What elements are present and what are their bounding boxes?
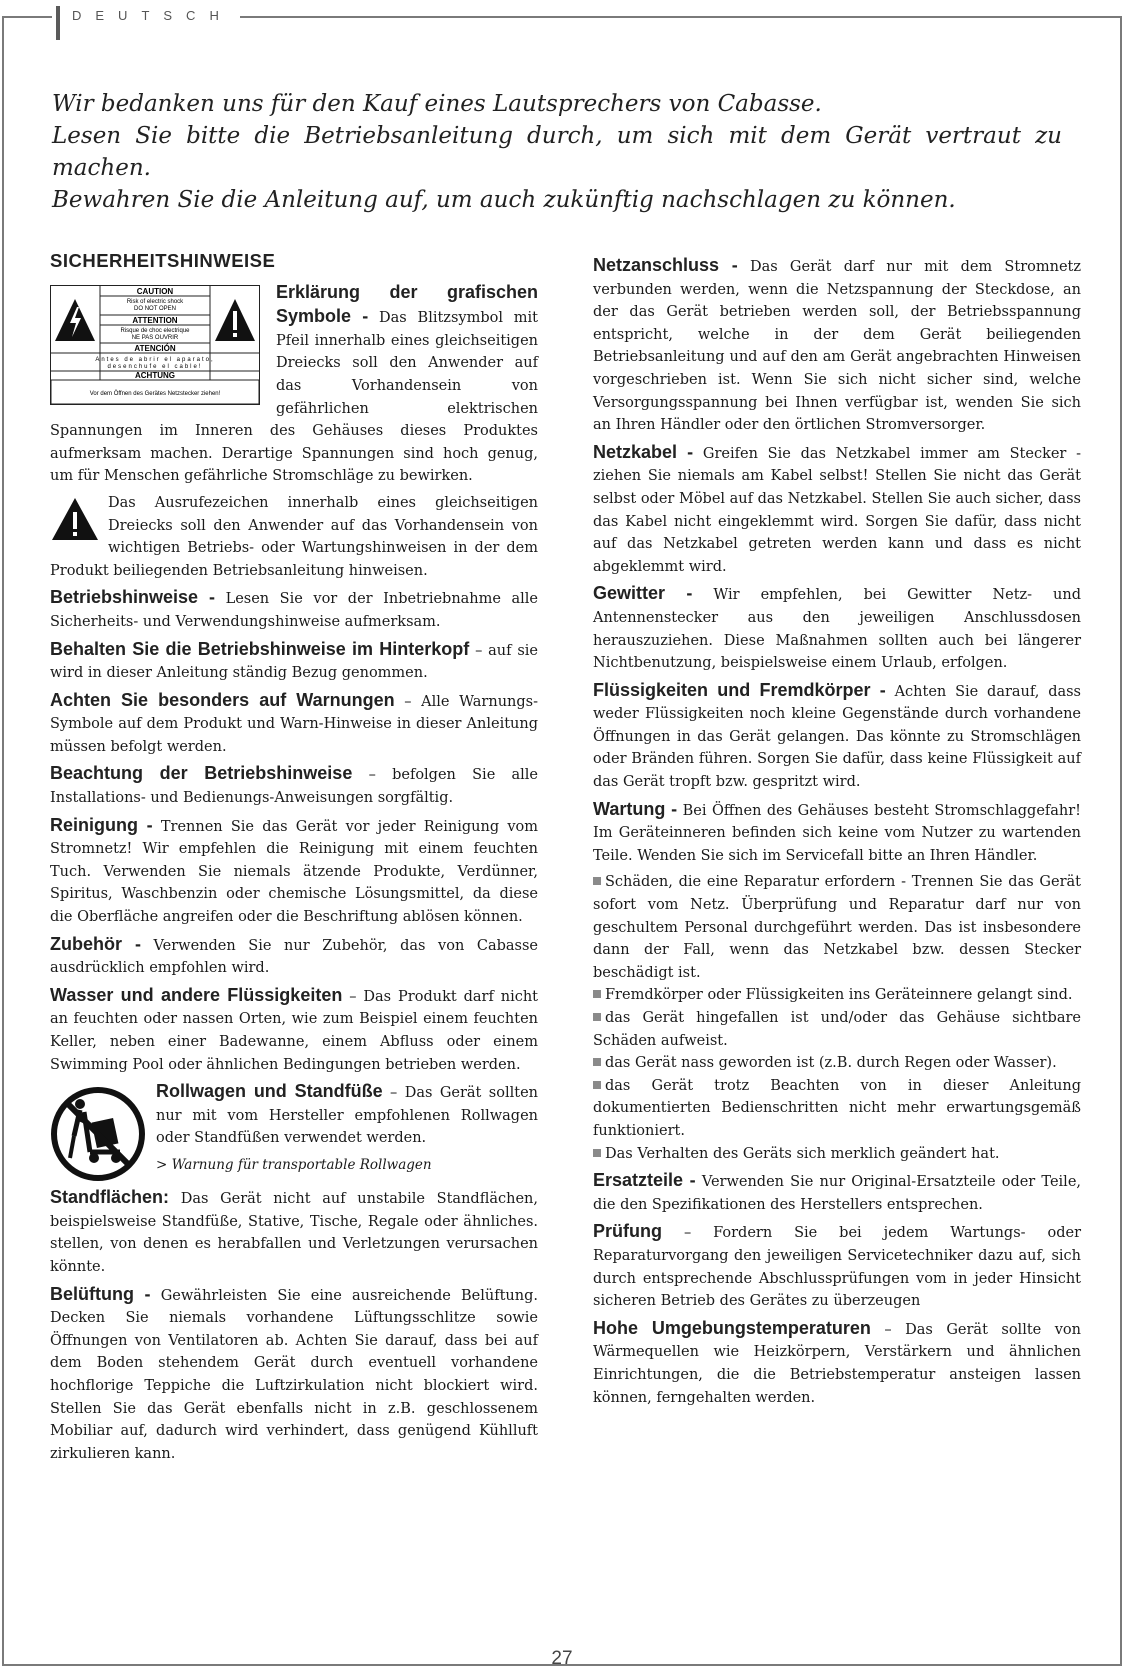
list-item [593, 1143, 1081, 1166]
wartung-heading: Wartung - [593, 798, 678, 819]
label-caution: CAUTION [136, 286, 174, 296]
belueftung-heading: Belüftung - [50, 1283, 151, 1304]
bullet-square-icon [593, 990, 601, 998]
rollwagen-text: – Das Gerät sollten nur mit vom Hersteller empfohlenen Rollwagen oder Standfüßen verwendet werden. [156, 1085, 538, 1147]
bullet-text: das Gerät hingefallen ist und/oder das Gehäuse sichtbare Schäden aufweist. [593, 1010, 1081, 1049]
belueftung-paragraph [50, 1283, 538, 1466]
betrieb-heading: Betriebshinweise - [50, 587, 215, 608]
intro-line-2: Lesen Sie bitte die Betriebsanleitung durch, um sich mit dem Gerät vertraut zu machen. [52, 123, 1062, 181]
list-item [593, 1052, 1081, 1075]
intro-line-3: Bewahren Sie die Anleitung auf, um auch zukünftig nachschlagen zu können. [52, 187, 956, 213]
beachtung-text: – befolgen Sie alle Installations- und Bedienungs-Anweisungen sorgfältig. [50, 767, 539, 807]
wartung-text: Bei Öffnen des Gehäuses besteht Stromschlaggefahr! Im Geräteinneren befinden sich keine vom Nutzer zu wartenden Teile. Wenden Sie sich im Servicefall bitte an Ihren Händler. [593, 802, 1082, 864]
rollwagen-note: > Warnung für transportable Rollwagen [156, 1156, 432, 1173]
reinigung-paragraph [50, 814, 538, 929]
symbols-heading: Erklärung der grafischen Symbole - [276, 281, 538, 327]
zubehoer-text: Verwenden Sie nur Zubehör, das von Cabasse ausdrücklich empfohlen wird. [50, 937, 538, 977]
zubehoer-paragraph [50, 933, 538, 980]
hohe-paragraph [593, 1317, 1081, 1409]
stand-text: Das Gerät nicht auf unstabile Standflächen, beispielsweise Standfüße, Stative, Tische, Regale oder ähnliches. stellen, von denen es herabfallen und Verletzungen verursachen könnte. [50, 1191, 538, 1275]
gewitter-paragraph [593, 582, 1081, 674]
cart-warning-icon [50, 1086, 146, 1182]
label-caution-text-1: Risk of electric shock [126, 298, 184, 305]
wasser-paragraph [50, 984, 538, 1076]
reinigung-text: Trennen Sie das Gerät vor jeder Reinigung vom Stromnetz! Wir empfehlen die Reinigung mit einem feuchten Tuch. Verwenden Sie niemals ätzende Produkte, Verdünner, Spiritus, Waschbenzin oder chemische Lösungsmittel, da diese die Oberfläche angreifen oder die Beschriftung ablösen können. [50, 818, 539, 926]
exclaim-paragraph [50, 492, 538, 582]
section-title: SICHERHEITSHINWEISE [50, 250, 276, 271]
bullet-square-icon [593, 1058, 601, 1066]
achten-text: – Alle Warnungs-Symbole auf dem Produkt und Warn-Hinweise in dieser Anleitung müssen befolgt werden. [50, 693, 539, 755]
beachtung-paragraph [50, 762, 538, 809]
fluessig-heading: Flüssigkeiten und Fremdkörper - [593, 679, 886, 700]
bullet-square-icon [593, 1013, 601, 1021]
netzkabel-text: Greifen Sie das Netzkabel immer am Stecker - ziehen Sie niemals am Kabel selbst! Stellen Sie nicht das Gerät selbst oder Möbel auf das Netzkabel. Stellen Sie auch sicher, dass das Kabel nicht eingeklemmt wird. Sorgen Sie dafür, dass nicht auf das Netzkabel getreten werden kann und dass es nicht abgeklemmt wird. [593, 445, 1082, 575]
frame-top-left [2, 16, 52, 18]
bullet-text: Das Verhalten des Geräts sich merklich geändert hat. [605, 1145, 1000, 1162]
ersatzteile-heading: Ersatzteile - [593, 1170, 696, 1191]
left-column [50, 250, 538, 1469]
achten-heading: Achten Sie besonders auf Warnungen [50, 689, 395, 710]
label-achtung: ACHTUNG [135, 370, 175, 380]
wartung-paragraph [593, 798, 1081, 868]
netzanschluss-text: Das Gerät darf nur mit dem Stromnetz verbunden werden, wenn die Netzspannung der Steckdose, an der das Gerät betrieben werden soll, der Betriebsspannung entspricht, welche in der dem Gerät beiliegenden Betriebsanleitung und auf den am Gerät angebrachten Hinweisen vorgeschrieben ist. Wenn Sie sich nicht sicher sind, welche Versorgungsspannung bei Ihnen verfügbar ist, wenden Sie sich an Ihren Händler oder den örtlichen Stromversorger. [593, 259, 1081, 434]
language-label: DEUTSCH [72, 8, 233, 23]
bullet-square-icon [593, 1081, 601, 1089]
bullet-square-icon [593, 877, 601, 885]
bullet-text: das Gerät trotz Beachten von in dieser Anleitung dokumentierten Bedienschritten nicht mehr erwartungsgemäß funktioniert. [593, 1077, 1081, 1139]
intro-text [52, 88, 1062, 216]
betrieb-text: Lesen Sie vor der Inbetriebnahme alle Sicherheits- und Verwendungshinweise aufmerksam. [50, 591, 539, 630]
netzkabel-paragraph [593, 441, 1081, 579]
bullet-square-icon [593, 1149, 601, 1157]
gewitter-text: Wir empfehlen, bei Gewitter Netz- und Antennenstecker aus den jeweiligen Anschlussdosen herauszuziehen. Diese Maßnahmen sollten auch bei längerer Nichtbenutzung, beispielsweise einem Urlaub, erfolgen. [593, 587, 1082, 672]
pruefung-heading: Prüfung [593, 1221, 662, 1242]
stand-heading: Standflächen: [50, 1187, 170, 1208]
label-attention-text-2: NE PAS OUVRIR [131, 334, 179, 341]
label-caution-text-2: DO NOT OPEN [134, 305, 176, 312]
gewitter-heading: Gewitter - [593, 583, 693, 604]
label-atencion: ATENCIÓN [134, 343, 176, 353]
label-atencion-text-1: Antes de abrir el aparato, [95, 356, 215, 363]
wasser-heading: Wasser und andere Flüssigkeiten [50, 984, 343, 1005]
label-attention-text-1: Risque de choc electrique [120, 327, 190, 334]
netzanschluss-paragraph [593, 254, 1081, 437]
hohe-text: – Das Gerät sollte von Wärmequellen wie Heizkörpern, Verstärkern und ähnlichen Einrichtungen, die die Betriebstemperatur ansteigen lassen können, ferngehalten werden. [593, 1321, 1081, 1406]
netzanschluss-heading: Netzanschluss - [593, 255, 738, 275]
behalten-paragraph [50, 638, 538, 685]
stand-paragraph [50, 1186, 538, 1278]
right-column [593, 254, 1081, 1413]
zubehoer-heading: Zubehör - [50, 933, 141, 954]
list-item [593, 871, 1081, 984]
exclamation-triangle-icon [50, 496, 100, 542]
ersatzteile-paragraph [593, 1169, 1081, 1216]
bullet-text: Fremdkörper oder Flüssigkeiten ins Geräteinnere gelangt sind. [605, 987, 1073, 1004]
page-number: 27 [551, 1648, 573, 1669]
netzkabel-heading: Netzkabel - [593, 441, 694, 462]
symbols-text: Das Blitzsymbol mit Pfeil innerhalb eines gleichseitigen Dreiecks soll den Anwender auf das Vorhandensein von gefährlichen elektrischen Spannungen im Inneren des Gehäuses dieses Produktes aufmerksam machen. Derartige Spannungen sind hoch genug, um für Menschen gefährliche Stromschläge zu bewirken. [50, 310, 538, 485]
list-item [593, 984, 1081, 1007]
fluessig-paragraph [593, 679, 1081, 794]
label-attention: ATTENTION [132, 315, 178, 325]
behalten-text: – auf sie wird in dieser Anleitung ständig Bezug genommen. [50, 642, 539, 682]
frame-top-right [240, 16, 1122, 18]
bullet-text: Schäden, die eine Reparatur erfordern - Trennen Sie das Gerät sofort vom Netz. Überprüfung und Reparatur darf nur von geschultem Personal durchgeführt werden. Das ist insbesondere dann der Fall, wenn das Netzkabel bzw. dessen Stecker beschädigt ist. [593, 874, 1081, 981]
reinigung-heading: Reinigung - [50, 814, 153, 835]
list-item [593, 1075, 1081, 1143]
pruefung-paragraph [593, 1220, 1081, 1312]
rollwagen-heading: Rollwagen und Standfüße [156, 1081, 383, 1102]
hohe-heading: Hohe Umgebungstemperaturen [593, 1317, 871, 1338]
bullet-text: das Gerät nass geworden ist (z.B. durch Regen oder Wasser). [605, 1055, 1057, 1072]
label-achtung-text: Vor dem Öffnen des Gerätes Netzstecker ziehen! [89, 390, 221, 397]
caution-label-icon [50, 285, 260, 405]
label-atencion-text-2: desenchufe el cable! [107, 363, 203, 370]
wasser-text: – Das Produkt darf nicht an feuchten oder nassen Orten, wie zum Beispiel einem feuchten Keller, neben einer Badewanne, einem Abfluss oder einem Swimming Pool oder ähnlichen Bedingungen betrieben werden. [50, 988, 538, 1073]
betrieb-paragraph [50, 586, 538, 633]
intro-line-1: Wir bedanken uns für den Kauf eines Lautsprechers von Cabasse. [52, 91, 822, 117]
fluessig-text: Achten Sie darauf, dass weder Flüssigkeiten noch kleine Gegenstände durch vorhandene Öffnungen in das Gerät gelangen. Das könnte zu Stromschlägen oder Bränden führen. Sorgen Sie dafür, dass keine Flüssigkeit auf das Gerät tropft bzw. gespritzt wird. [593, 683, 1081, 791]
belueftung-text: Gewährleisten Sie eine ausreichende Belüftung. Decken Sie niemals vorhandene Lüftungsschlitze sowie Öffnungen von Ventilatoren ab. Achten Sie darauf, dass bei auf dem Boden stehendem Gerät durch eventuell vorhandene hochflorige Teppiche die Luftzirkulation nicht blockiert wird. Stellen Sie das Gerät ebenfalls nicht in z.B. geschlossenem Mobiliar auf, dadurch wird verhindert, dass genügend Kühlluft zirkulieren kann. [50, 1287, 538, 1462]
pruefung-text: – Fordern Sie bei jedem Wartungs- oder Reparaturvorgang den jeweiligen Servicetechniker dazu auf, sich durch entsprechende Abschlussprüfungen vom in jeder Hinsicht sicheren Betrieb des Gerätes zu überzeugen [593, 1225, 1082, 1310]
language-marker-bar [56, 6, 60, 40]
exclaim-text: Das Ausrufezeichen innerhalb eines gleichseitigen Dreiecks soll den Anwender auf das Vorhandensein von wichtigen Betriebs- oder Wartungshinweisen in der dem Produkt beiliegenden Betriebsanleitung hinweisen. [50, 494, 538, 579]
list-item [593, 1007, 1081, 1052]
behalten-heading: Behalten Sie die Betriebshinweise im Hinterkopf [50, 638, 470, 659]
ersatzteile-text: Verwenden Sie nur Original-Ersatzteile oder Teile, die den Spezifikationen des Herstellers entsprechen. [593, 1174, 1082, 1213]
beachtung-heading: Beachtung der Betriebshinweise [50, 763, 353, 784]
achten-paragraph [50, 689, 538, 759]
